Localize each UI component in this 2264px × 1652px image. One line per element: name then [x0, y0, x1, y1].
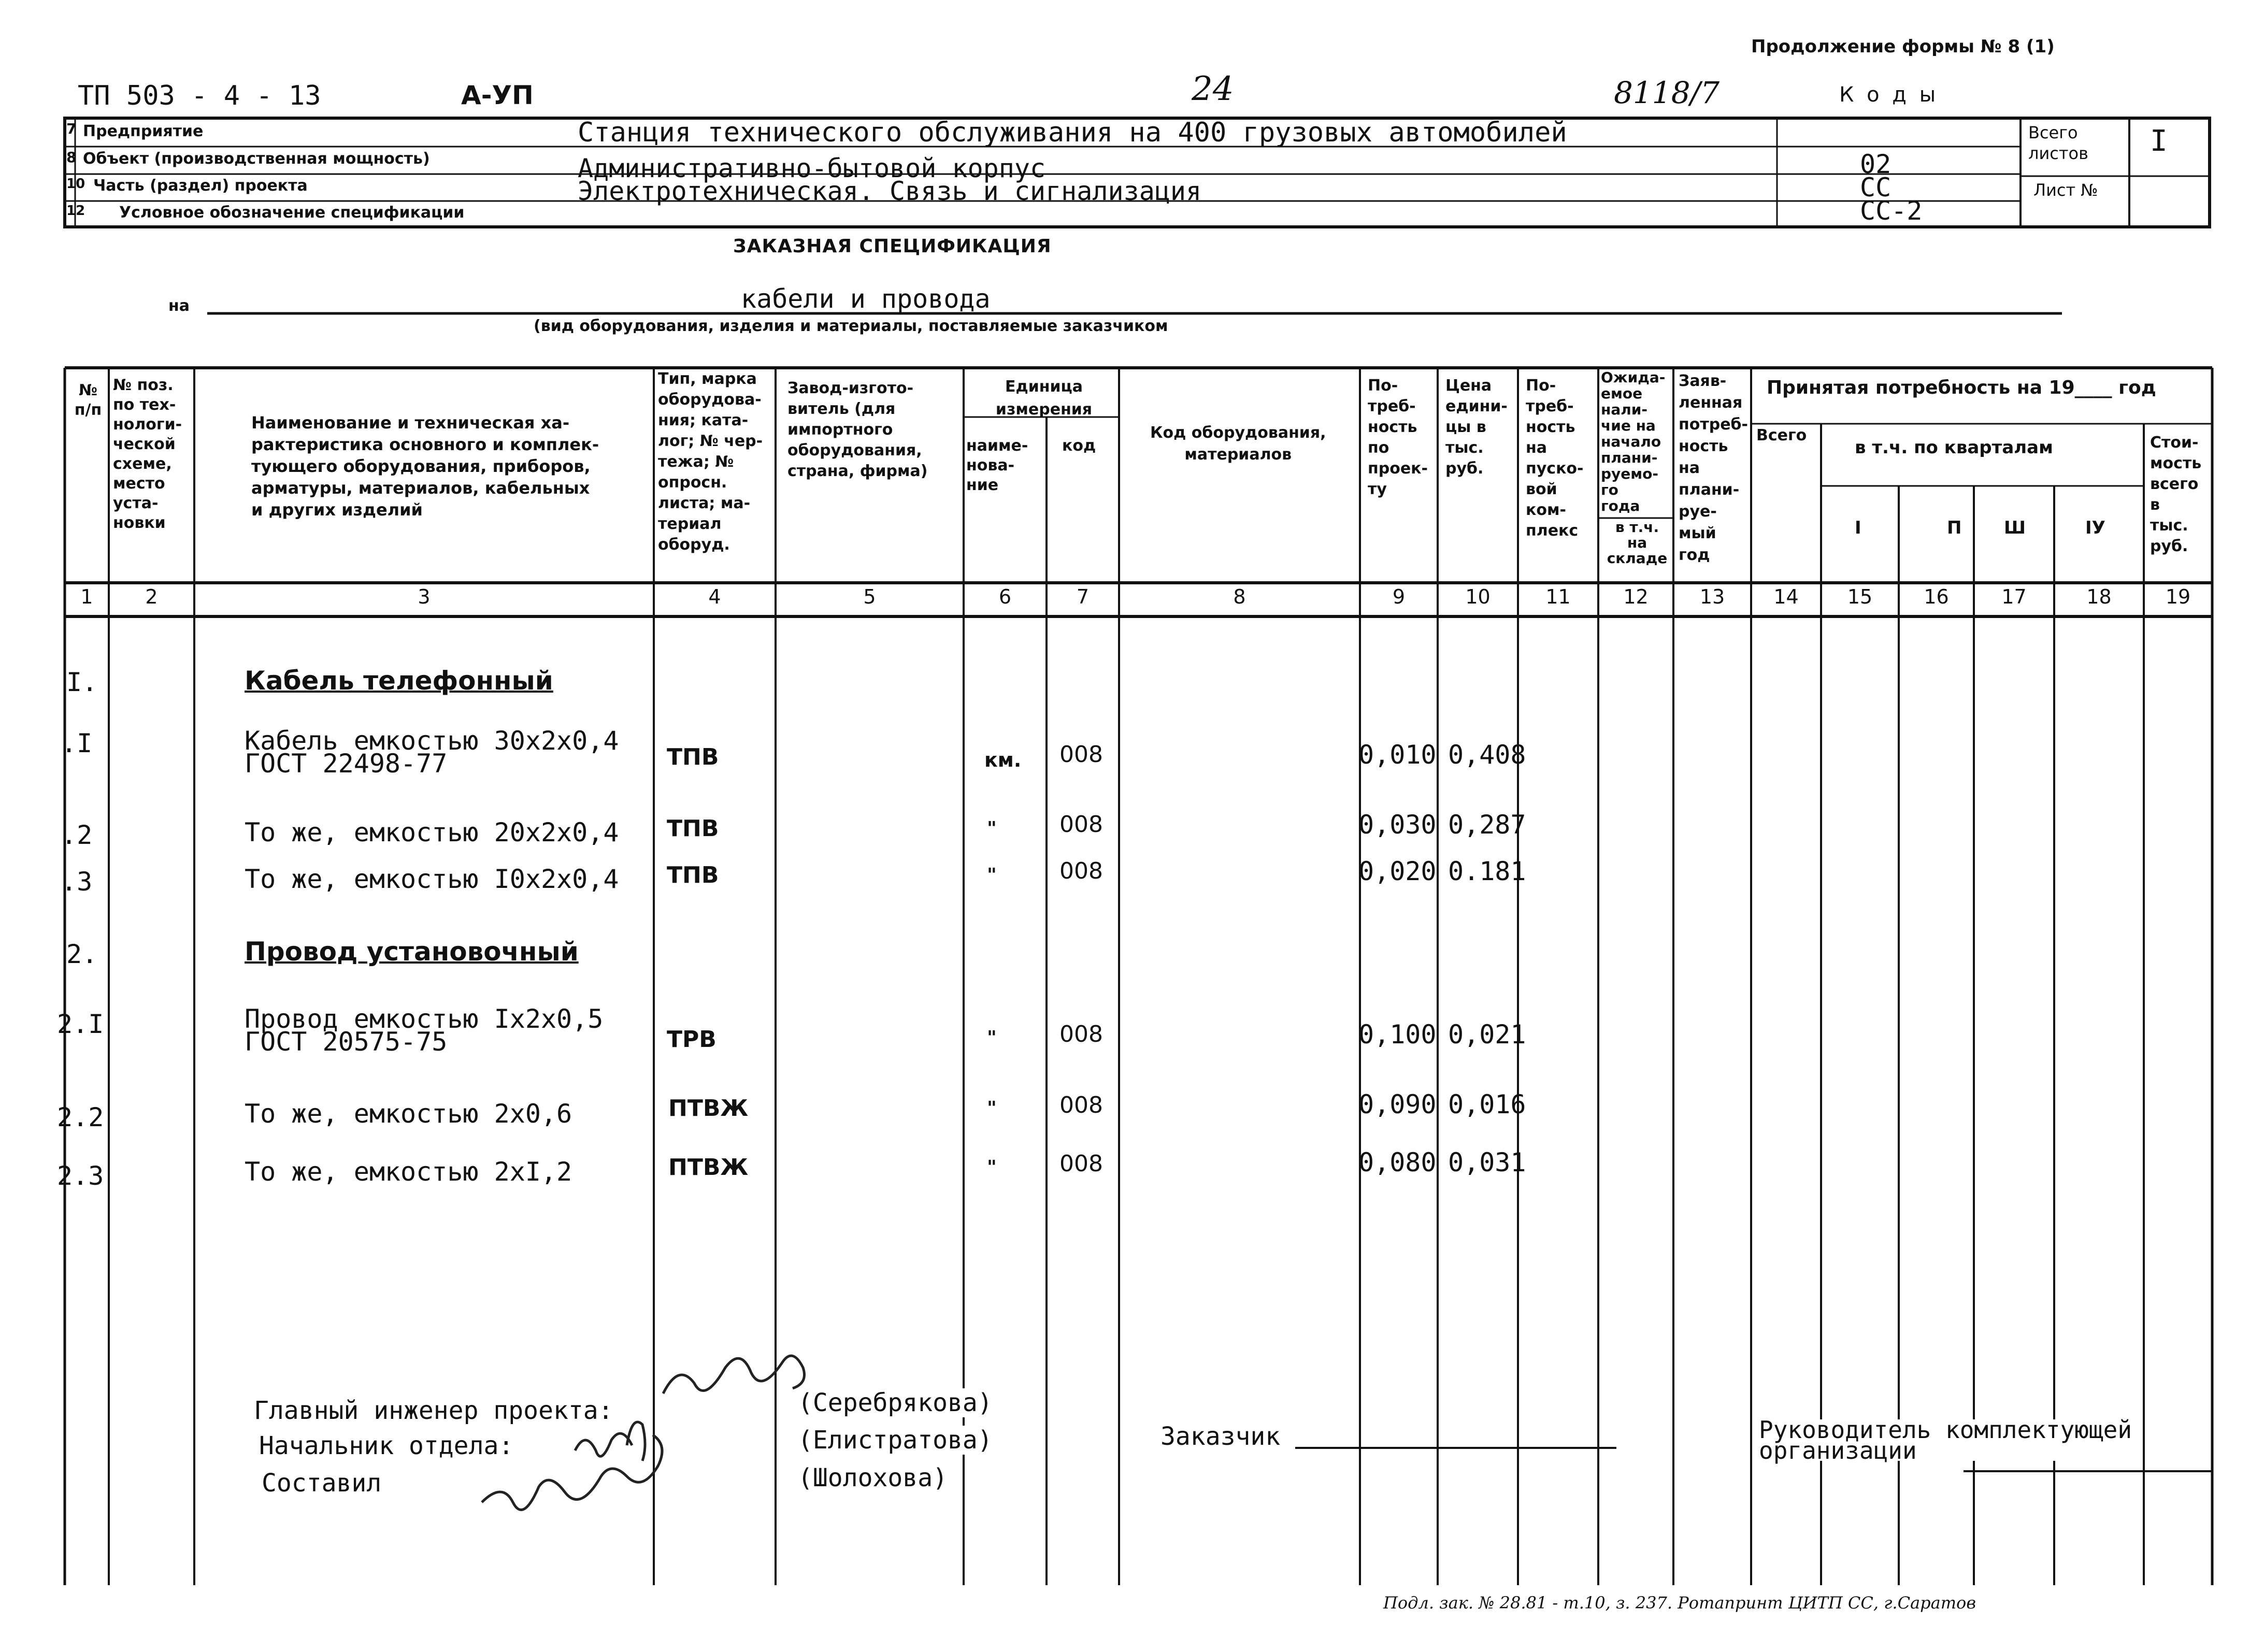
customer-label: Заказчик [1160, 1422, 1281, 1451]
sheet-number-label: Лист № [2033, 180, 2098, 200]
spec-subject-note: (вид оборудования, изделия и материалы, поставляемые заказчиком [534, 317, 1168, 335]
table-row-number: .I [61, 728, 93, 758]
item-unit: " [987, 818, 997, 839]
signature-scribbles [482, 1356, 805, 1510]
item-price: 0.181 [1448, 856, 1526, 886]
col-header-16: П [1947, 518, 1962, 538]
item-unit: км. [984, 749, 1022, 771]
header-label-part: Часть (раздел) проекта [93, 177, 308, 195]
spec-prefix: на [168, 297, 190, 315]
item-unit-code: 008 [1059, 811, 1103, 838]
col-header-10: Цена едини- цы в тыс. руб. [1445, 377, 1508, 478]
spec-subject: кабели и провода [741, 284, 991, 314]
spec-title: ЗАКАЗНАЯ СПЕЦИФИКАЦИЯ [733, 236, 1052, 257]
col-number-12: 12 [1623, 585, 1649, 608]
item-type: ТРВ [667, 1026, 717, 1053]
item-need: 0,080 [1358, 1147, 1437, 1177]
table-row-number: 2.I [57, 1009, 104, 1039]
item-name: То же, емкостью 20х2х0,4 [245, 817, 619, 847]
item-price: 0,287 [1448, 810, 1526, 840]
col-header-accepted: Принятая потребность на 19____ год [1767, 377, 2156, 398]
col-header-17: Ш [2004, 518, 2026, 538]
col-number-18: 18 [2086, 585, 2112, 608]
col-number-19: 19 [2165, 585, 2191, 608]
item-name: Провод емкостью Iх2х0,5 ГОСТ 20575-75 [245, 1004, 604, 1057]
col-header-12-sub: в т.ч. на складе [1607, 519, 1668, 567]
col-number-9: 9 [1392, 585, 1406, 608]
item-need: 0,100 [1358, 1019, 1437, 1050]
col-header-14: Всего [1756, 426, 1807, 444]
header-label-object: Объект (производственная мощность) [83, 150, 430, 168]
col-header-11: По- треб- ность на пуско- вой ком- плекс [1526, 377, 1584, 540]
header-value-enterprise: Станция технического обслуживания на 400 грузовых автомобилей [578, 117, 1567, 148]
print-footer: Подл. зак. № 28.81 - т.10, з. 237. Ротапринт ЦИТП СС, г.Саратов [1383, 1593, 1976, 1613]
header-code-object: 02 [1860, 149, 1892, 179]
item-unit: " [987, 1157, 997, 1178]
item-unit-code: 008 [1059, 858, 1103, 884]
total-sheets-value: I [2150, 124, 2168, 158]
header-row-num-8: 8 [66, 149, 77, 166]
col-number-3: 3 [418, 585, 431, 608]
item-type: ТПВ [667, 744, 719, 770]
header-code-part: СС [1860, 173, 1892, 203]
col-number-4: 4 [708, 585, 721, 608]
supplier-label: Руководитель комплектующей организации [1759, 1416, 2132, 1464]
section-heading: Кабель телефонный [245, 666, 553, 696]
form-continuation-note: Продолжение формы № 8 (1) [1751, 36, 2055, 57]
item-price: 0,408 [1448, 740, 1526, 770]
header-row-num-7: 7 [66, 120, 77, 137]
item-need: 0,090 [1358, 1089, 1437, 1119]
item-price: 0,031 [1448, 1147, 1526, 1177]
col-number-16: 16 [1924, 585, 1949, 608]
item-need: 0,020 [1358, 856, 1437, 886]
header-value-object: Административно-бытовой корпус [578, 153, 1046, 183]
table-row-number: 2.3 [57, 1161, 104, 1191]
item-name: То же, емкостью 2хI,2 [245, 1157, 572, 1187]
item-unit: " [987, 865, 997, 886]
codes-label: К о д ы [1839, 83, 1939, 107]
table-row-number: 2.2 [57, 1102, 104, 1132]
project-code: ТП 503 - 4 - 13 [78, 80, 321, 111]
item-need: 0,010 [1358, 740, 1437, 770]
item-unit-code: 008 [1059, 1092, 1103, 1118]
col-header-5: Завод-изгото- витель (для импортного оборудования, страна, фирма) [787, 379, 928, 480]
album-code: А-УП [461, 80, 534, 110]
item-name: Кабель емкостью 30х2х0,4 ГОСТ 22498-77 [245, 726, 619, 779]
col-header-4: Тип, марка оборудова- ния; ката- лог; № чер- тежа; № опросн. листа; ма- териал оборуд. [658, 370, 763, 554]
item-name: То же, емкостью 2х0,6 [245, 1099, 572, 1129]
page-number: 24 [1192, 70, 1234, 108]
col-header-7: код [1062, 437, 1096, 455]
col-number-15: 15 [1847, 585, 1873, 608]
col-number-17: 17 [2001, 585, 2027, 608]
col-header-2: № поз. по тех- нологи- ческой схеме, место уста- новки [113, 376, 182, 532]
inventory-number: 8118/7 [1614, 75, 1720, 110]
item-need: 0,030 [1358, 810, 1437, 840]
header-label-enterprise: Предприятие [83, 122, 204, 140]
table-row-number: 2. [66, 939, 98, 969]
signature-role-chief-engineer: Главный инженер проекта: [254, 1396, 613, 1425]
item-price: 0,021 [1448, 1019, 1526, 1050]
col-header-9: По- треб- ность по проек- ту [1368, 377, 1428, 498]
col-header-12: Ожида- емое нали- чие на начало плани- руемо- го года [1601, 369, 1666, 514]
item-type: ТПВ [667, 862, 719, 888]
col-header-8: Код оборудования, материалов [1150, 424, 1326, 464]
header-value-part: Электротехническая. Связь и сигнализация [578, 176, 1202, 206]
col-header-15: I [1855, 518, 1861, 538]
signature-name-department-head: (Елистратова) [798, 1426, 993, 1455]
item-price: 0,016 [1448, 1089, 1526, 1119]
total-sheets-label: Всего листов [2028, 123, 2088, 163]
item-unit-code: 008 [1059, 741, 1103, 768]
item-type: ТПВ [667, 815, 719, 842]
col-number-11: 11 [1545, 585, 1571, 608]
header-row-num-10: 10 [66, 176, 85, 192]
section-heading: Провод установочный [245, 937, 579, 967]
item-unit: " [987, 1098, 997, 1119]
col-number-2: 2 [145, 585, 158, 608]
signature-name-chief-engineer: (Серебрякова) [798, 1388, 993, 1417]
item-type: ПТВЖ [668, 1154, 749, 1181]
col-number-14: 14 [1773, 585, 1799, 608]
table-row-number: I. [66, 667, 98, 697]
col-number-6: 6 [998, 585, 1012, 608]
col-number-5: 5 [863, 585, 876, 608]
signature-name-compiler: (Шолохова) [798, 1463, 948, 1492]
item-name: То же, емкостью I0х2х0,4 [245, 864, 619, 894]
col-number-7: 7 [1076, 585, 1090, 608]
col-number-1: 1 [80, 585, 93, 608]
table-row-number: .3 [61, 867, 93, 897]
col-header-19: Стои- мость всего в тыс. руб. [2150, 434, 2202, 555]
signature-role-compiler: Составил [262, 1469, 382, 1498]
col-header-6-group: Единица измерения [995, 378, 1093, 419]
item-unit-code: 008 [1059, 1151, 1103, 1177]
header-code-designation: СС-2 [1860, 196, 1923, 226]
col-header-6: наиме- нова- ние [966, 437, 1028, 494]
col-header-1: № п/п [74, 381, 102, 419]
header-label-designation: Условное обозначение спецификации [119, 204, 465, 222]
item-type: ПТВЖ [668, 1095, 749, 1122]
col-header-13: Заяв- ленная потреб- ность на плани- руе- мый год [1679, 372, 1748, 564]
item-unit: " [987, 1027, 997, 1048]
col-number-13: 13 [1699, 585, 1725, 608]
table-row-number: .2 [61, 820, 93, 850]
col-header-quarters: в т.ч. по кварталам [1855, 437, 2053, 458]
item-unit-code: 008 [1059, 1021, 1103, 1047]
col-header-3: Наименование и техническая ха- рактеристика основного и комплек- тующего оборудования, приборов, арматуры, материалов, кабельных и других изделий [251, 413, 599, 520]
col-header-18: IУ [2085, 518, 2105, 538]
header-row-num-12: 12 [66, 203, 85, 219]
signature-role-department-head: Начальник отдела: [259, 1431, 514, 1460]
col-number-8: 8 [1233, 585, 1246, 608]
col-number-10: 10 [1465, 585, 1491, 608]
